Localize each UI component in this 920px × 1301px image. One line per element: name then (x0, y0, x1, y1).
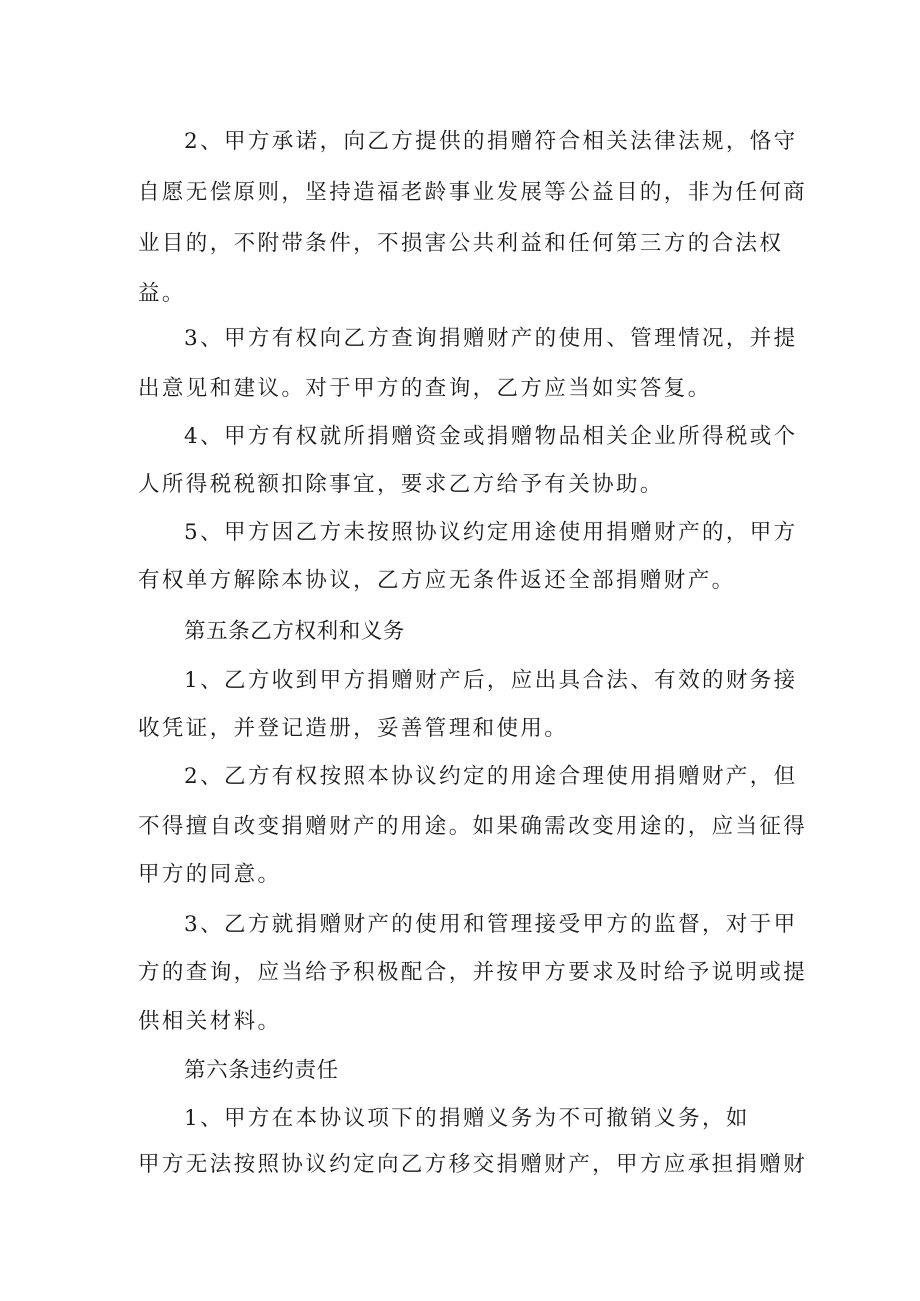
paragraph-line: 有权单方解除本协议，乙方应无条件返还全部捐赠财产。 (138, 568, 736, 593)
paragraph-line: 益。 (138, 281, 186, 306)
section-heading: 第六条违约责任 (184, 1058, 339, 1083)
paragraph-line: 甲方无法按照协议约定向乙方移交捐赠财产，甲方应承担捐赠财 (138, 1152, 808, 1177)
paragraph-line: 人所得税税额扣除事宜，要求乙方给予有关协助。 (138, 472, 664, 497)
paragraph-line: 自愿无偿原则，坚持造福老龄事业发展等公益目的，非为任何商 (138, 180, 808, 205)
paragraph-line: 4、甲方有权就所捐赠资金或捐赠物品相关企业所得税或个 (184, 424, 798, 449)
paragraph-line: 业目的，不附带条件，不损害公共利益和任何第三方的合法权 (138, 231, 784, 256)
paragraph-line: 3、甲方有权向乙方查询捐赠财产的使用、管理情况，并提 (184, 326, 798, 351)
paragraph-line: 不得擅自改变捐赠财产的用途。如果确需改变用途的，应当征得 (138, 814, 808, 839)
paragraph-line: 出意见和建议。对于甲方的查询，乙方应当如实答复。 (138, 376, 712, 401)
paragraph-line: 3、乙方就捐赠财产的使用和管理接受甲方的监督，对于甲 (184, 912, 798, 937)
paragraph-line: 2、乙方有权按照本协议约定的用途合理使用捐赠财产，但 (184, 764, 798, 789)
section-heading: 第五条乙方权利和义务 (184, 619, 406, 644)
paragraph-line: 方的查询，应当给予积极配合，并按甲方要求及时给予说明或提 (138, 960, 808, 985)
paragraph-line: 1、乙方收到甲方捐赠财产后，应出具合法、有效的财务接 (184, 668, 798, 693)
paragraph-line: 甲方的同意。 (138, 862, 282, 887)
paragraph-line: 2、甲方承诺，向乙方提供的捐赠符合相关法律法规，恪守 (184, 129, 798, 154)
paragraph-line: 1、甲方在本协议项下的捐赠义务为不可撤销义务，如 (184, 1106, 750, 1131)
paragraph-line: 5、甲方因乙方未按照协议约定用途使用捐赠财产的，甲方 (184, 520, 798, 545)
paragraph-line: 供相关材料。 (138, 1009, 282, 1034)
paragraph-line: 收凭证，并登记造册，妥善管理和使用。 (138, 716, 569, 741)
